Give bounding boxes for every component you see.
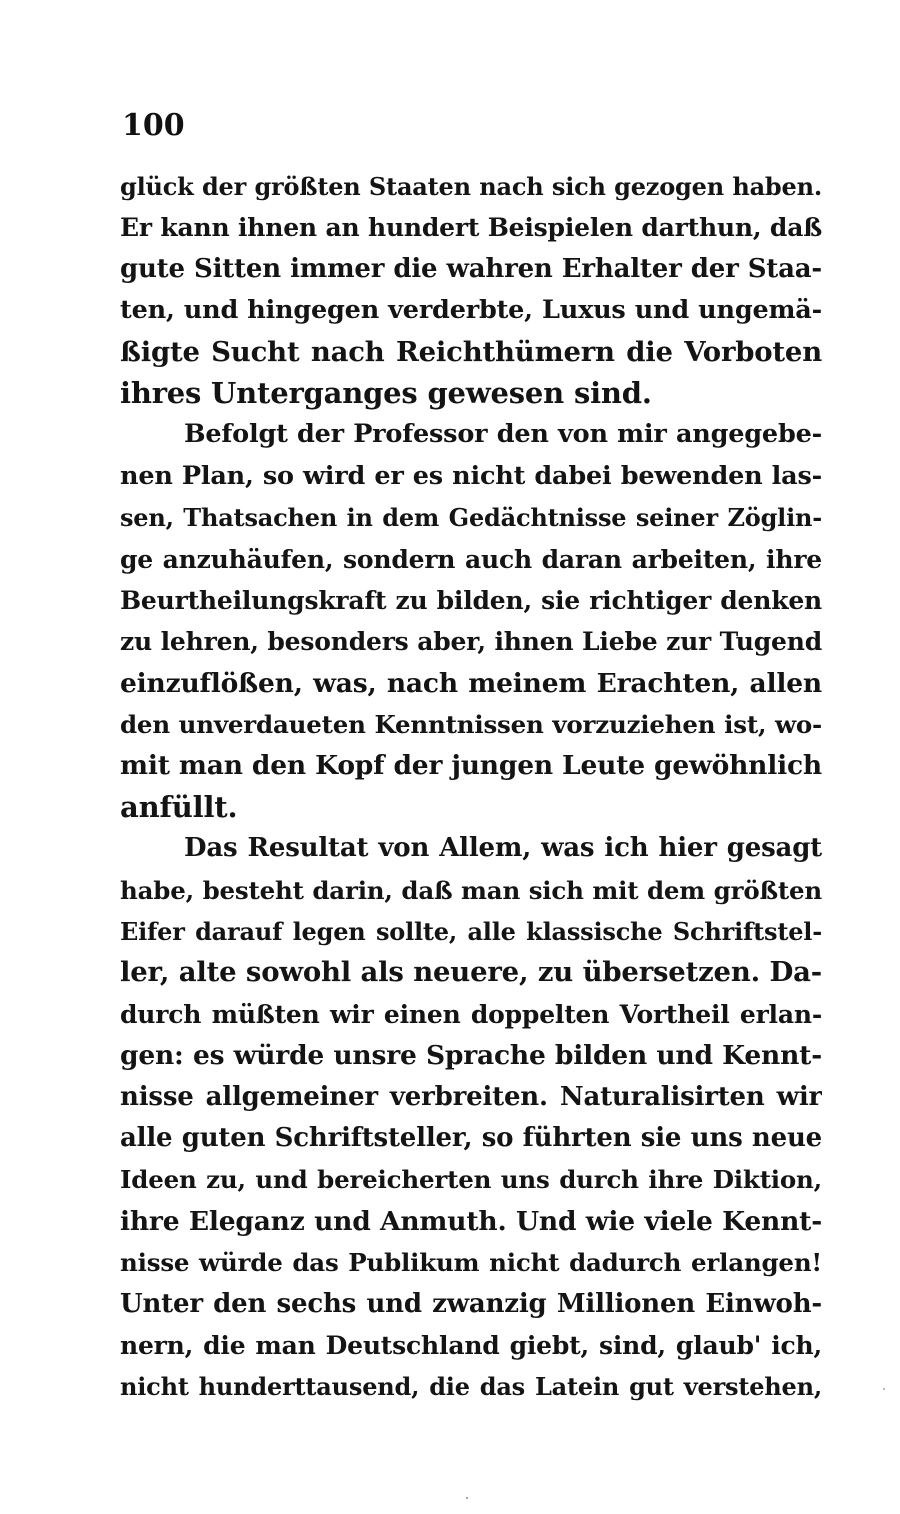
text-line: ten, und hingegen verderbte, Luxus und ungemä- <box>120 295 822 326</box>
text-line: mit man den Kopf der jungen Leute gewöhnlich <box>120 750 822 782</box>
text-line: nern, die man Deutschland giebt, sind, glaub' ich, <box>120 1330 822 1360</box>
body-text <box>120 166 822 1408</box>
text-line: Er kann ihnen an hundert Beispielen darthun, daß <box>120 213 822 243</box>
text-line: zu lehren, besonders aber, ihnen Liebe zur Tugend <box>120 627 822 657</box>
text-line: gute Sitten immer die wahren Erhalter der Staa- <box>120 253 822 284</box>
text-line: nisse allgemeiner verbreiten. Naturalisirten wir <box>120 1081 822 1112</box>
text-line: durch müßten wir einen doppelten Vortheil erlan- <box>120 999 822 1029</box>
paragraph-start-line: Das Resultat von Allem, was ich hier gesagt <box>184 833 822 864</box>
paper-speck <box>466 1497 468 1499</box>
text-line: ge anzuhäufen, sondern auch daran arbeiten, ihre <box>120 544 822 574</box>
text-line: den unverdaueten Kenntnissen vorzuziehen ist, wo- <box>120 710 822 740</box>
text-line: gen: es würde unsre Sprache bilden und Kennt- <box>120 1040 822 1072</box>
page-number: 100 <box>122 108 185 143</box>
text-line: Beurtheilungskraft zu bilden, sie richtiger denken <box>120 585 822 615</box>
text-line: nisse würde das Publikum nicht dadurch erlangen! <box>120 1248 822 1278</box>
text-line: anfüllt. <box>120 789 238 824</box>
text-line: Unter den sechs und zwanzig Millionen Einwoh- <box>120 1288 822 1319</box>
text-line: alle guten Schriftsteller, so führten sie uns neue <box>120 1122 822 1153</box>
text-line: sen, Thatsachen in dem Gedächtnisse seiner Zöglin- <box>120 503 822 533</box>
paragraph-start-line: Befolgt der Professor den von mir angegebe- <box>184 419 822 450</box>
text-line: Ideen zu, und bereicherten uns durch ihre Diktion, <box>120 1165 822 1195</box>
text-line: Eifer darauf legen sollte, alle klassische Schriftstel- <box>120 917 822 947</box>
text-line: ihres Unterganges gewesen sind. <box>120 375 652 410</box>
text-line: ler, alte sowohl als neuere, zu übersetzen. Da- <box>120 956 822 989</box>
text-line: glück der größten Staaten nach sich gezogen haben. <box>120 172 822 201</box>
text-line: nicht hunderttausend, die das Latein gut verstehen, <box>120 1372 822 1402</box>
text-line: habe, besteht darin, daß man sich mit dem größten <box>120 875 822 905</box>
text-line: ihre Eleganz und Anmuth. Und wie viele Kennt- <box>120 1205 822 1237</box>
text-line: ßigte Sucht nach Reichthümern die Vorboten <box>120 335 822 368</box>
text-line: einzuflößen, was, nach meinem Erachten, allen <box>120 667 822 699</box>
text-line: nen Plan, so wird er es nicht dabei bewenden las- <box>120 460 822 491</box>
paper-speck <box>883 1388 885 1390</box>
